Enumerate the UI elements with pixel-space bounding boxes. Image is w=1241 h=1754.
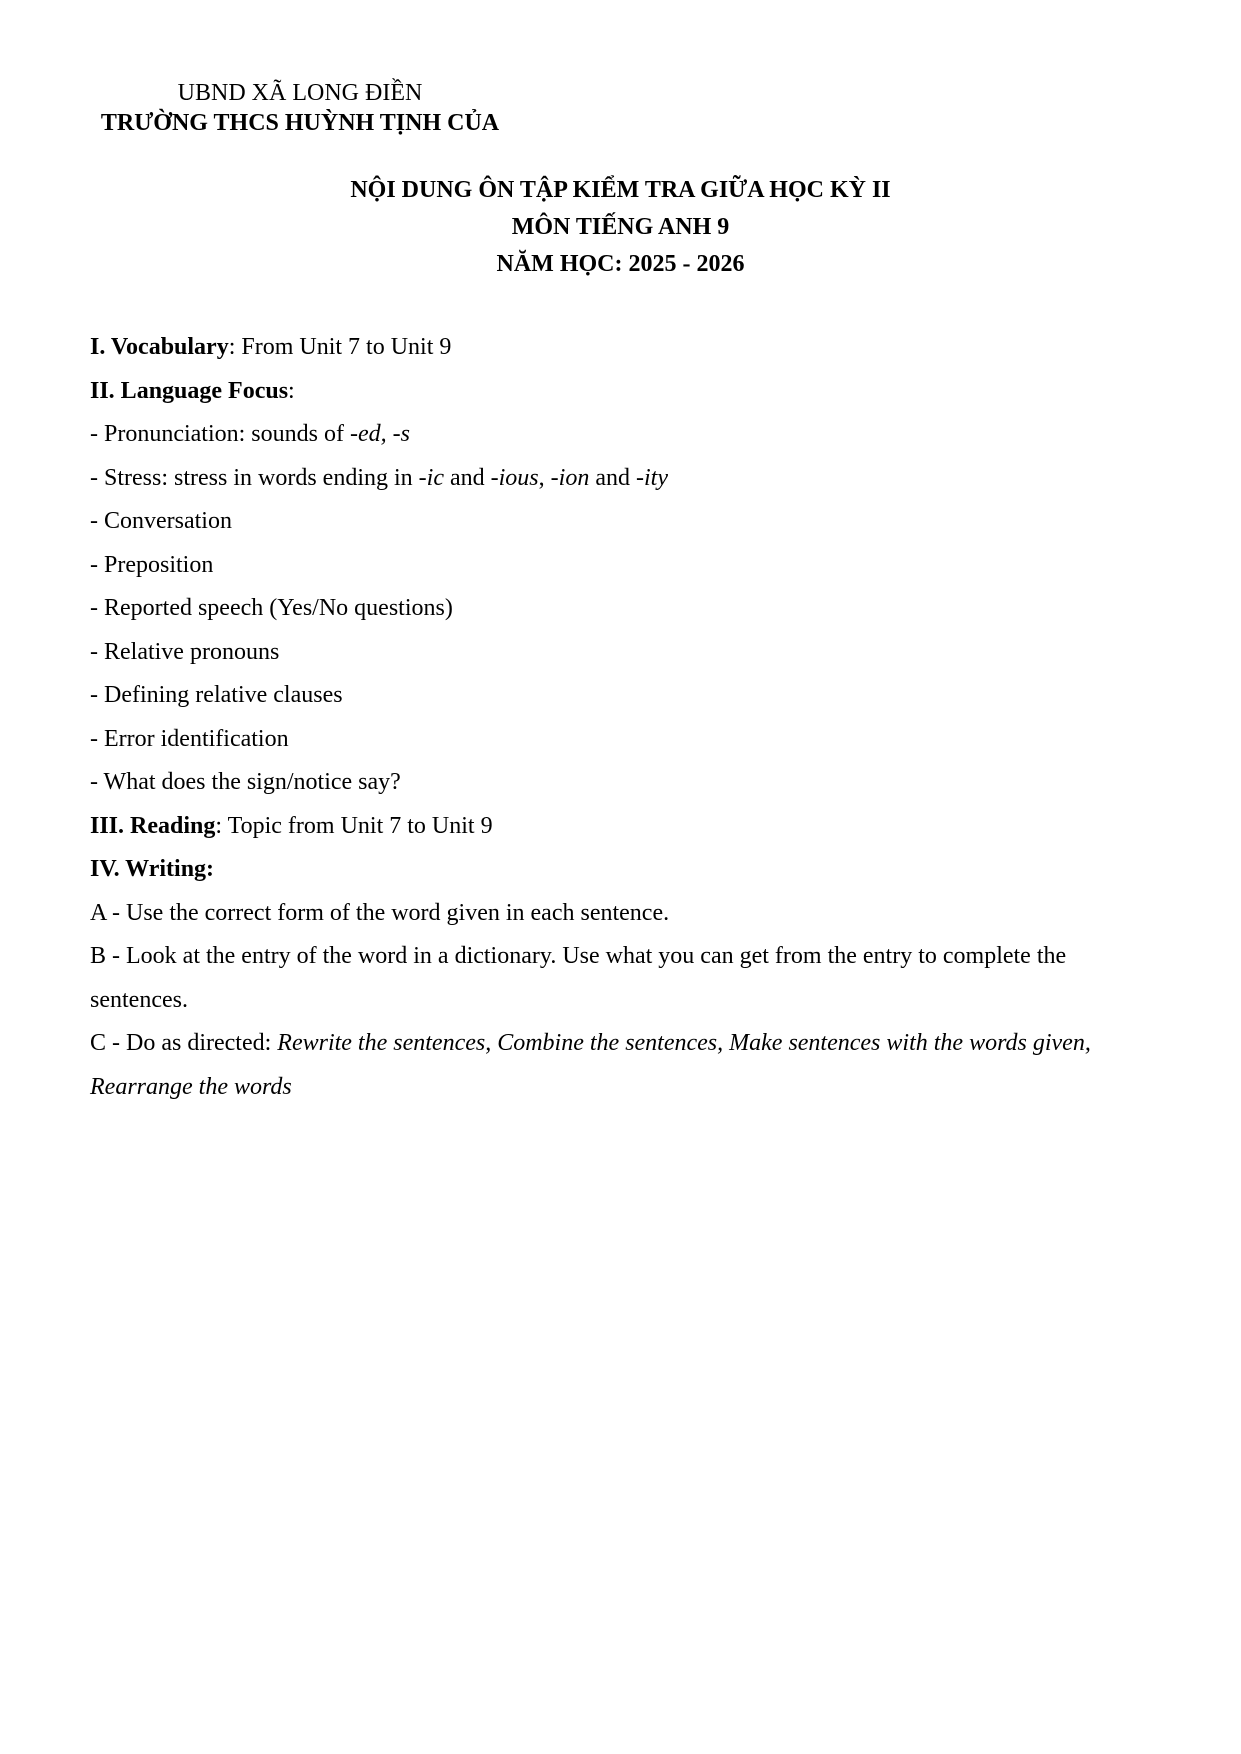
section-language-focus	[90, 370, 1160, 414]
list-item: - Relative pronouns	[90, 638, 280, 665]
school-name: TRƯỜNG THCS HUỲNH TỊNH CỦA	[100, 110, 500, 136]
title-line-2: MÔN TIẾNG ANH 9	[511, 214, 730, 240]
list-item: - Preposition	[90, 551, 214, 578]
list-item: - Reported speech (Yes/No questions)	[90, 595, 453, 621]
title-line-3: NĂM HỌC: 2025 - 2026	[496, 251, 745, 277]
section-label: IV. Writing:	[90, 856, 215, 882]
list-item: - Conversation	[90, 508, 232, 534]
list-item-pronunciation: - Pronunciation: sounds of -ed, -s	[90, 421, 410, 447]
section-text: : Topic from Unit 7 to Unit 9	[215, 812, 493, 839]
section-label: II. Language Focus	[90, 377, 289, 404]
document-body	[90, 326, 1160, 1109]
list-item: - Defining relative clauses	[90, 682, 343, 708]
list-item: - Error identification	[90, 725, 289, 752]
section-writing	[90, 848, 1160, 892]
title-line-1: NỘI DUNG ÔN TẬP KIỂM TRA GIỮA HỌC KỲ II	[350, 177, 891, 203]
section-text: :	[288, 377, 295, 404]
document-title	[0, 172, 1241, 283]
section-label: I. Vocabulary	[90, 334, 229, 360]
section-label: III. Reading	[90, 812, 216, 839]
section-reading	[90, 805, 1160, 849]
list-item-stress: - Stress: stress in words ending in -ic and -ious, -ion and -ity	[90, 464, 668, 491]
org-name: UBND XÃ LONG ĐIỀN	[177, 80, 423, 106]
list-item: - What does the sign/notice say?	[90, 769, 401, 795]
writing-item-b: B - Look at the entry of the word in a dictionary. Use what you can get from the entry to complete the sentences.	[90, 943, 1067, 1013]
writing-item-a: A - Use the correct form of the word given in each sentence.	[90, 899, 670, 926]
document-header	[90, 78, 510, 138]
section-vocabulary	[90, 326, 1160, 370]
section-text: : From Unit 7 to Unit 9	[228, 334, 452, 360]
writing-item-c: C - Do as directed: Rewrite the sentences, Combine the sentences, Make sentences with the words given, Rearrange the words	[90, 1030, 1091, 1100]
